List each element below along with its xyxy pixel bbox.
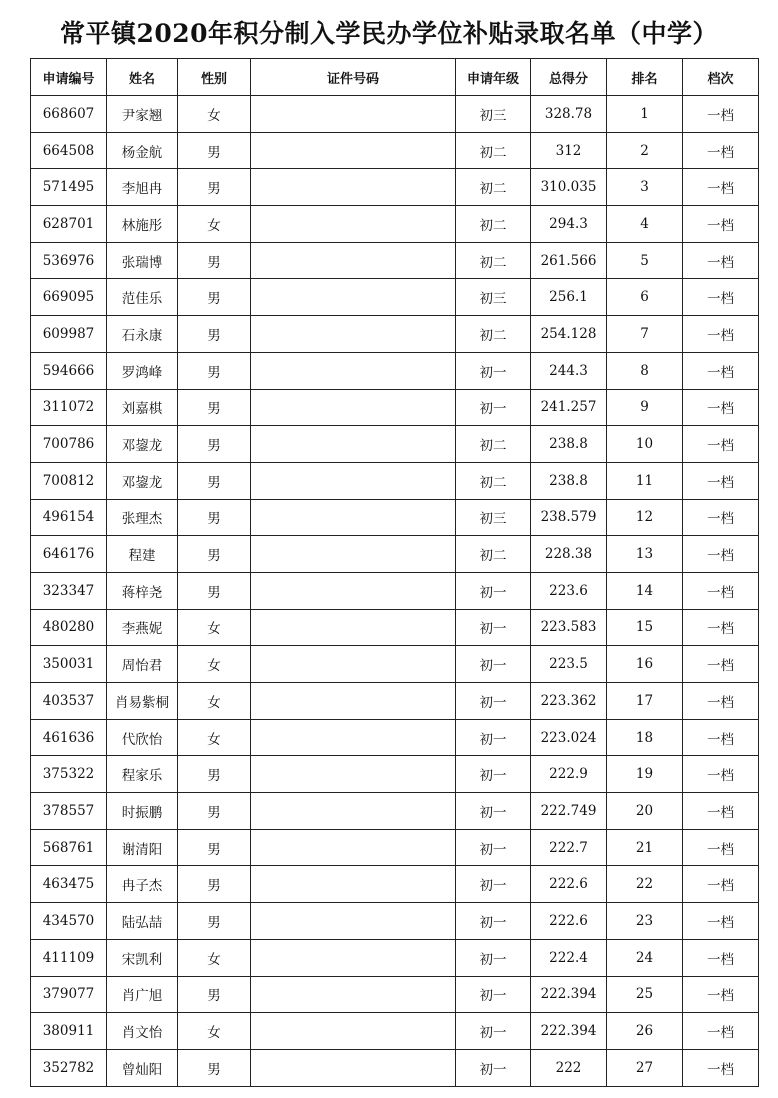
tier-cell: 一档	[683, 279, 759, 316]
total-score-cell: 223.583	[531, 609, 607, 646]
id-number-cell	[251, 572, 456, 609]
application-no-cell: 700786	[31, 426, 107, 463]
id-number-cell	[251, 609, 456, 646]
rank-cell: 27	[607, 1049, 683, 1086]
name-cell: 范佳乐	[107, 279, 178, 316]
total-score-cell: 223.362	[531, 683, 607, 720]
rank-cell: 15	[607, 609, 683, 646]
tier-cell: 一档	[683, 829, 759, 866]
id-number-cell	[251, 352, 456, 389]
table-row	[31, 169, 759, 206]
application-no-cell: 536976	[31, 242, 107, 279]
gender-cell: 女	[178, 609, 251, 646]
page-title: 常平镇2020年积分制入学民办学位补贴录取名单（中学）	[59, 19, 719, 48]
id-number-cell	[251, 206, 456, 243]
table-row	[31, 572, 759, 609]
application-no-cell: 350031	[31, 646, 107, 683]
application-no-cell: 669095	[31, 279, 107, 316]
tier-cell: 一档	[683, 976, 759, 1013]
rank-cell: 2	[607, 132, 683, 169]
total-score-cell: 222.394	[531, 1013, 607, 1050]
id-number-cell	[251, 939, 456, 976]
gender-cell: 男	[178, 316, 251, 353]
id-number-cell	[251, 96, 456, 133]
grade-cell: 初三	[456, 499, 531, 536]
rank-cell: 10	[607, 426, 683, 463]
rank-cell: 21	[607, 829, 683, 866]
total-score-cell: 228.38	[531, 536, 607, 573]
grade-cell: 初二	[456, 536, 531, 573]
grade-cell: 初一	[456, 866, 531, 903]
tier-cell: 一档	[683, 96, 759, 133]
rank-cell: 14	[607, 572, 683, 609]
id-number-cell	[251, 462, 456, 499]
total-score-cell: 222.749	[531, 793, 607, 830]
header-row	[31, 59, 759, 96]
gender-cell: 男	[178, 132, 251, 169]
grade-cell: 初一	[456, 1013, 531, 1050]
total-score-cell: 222.9	[531, 756, 607, 793]
grade-cell: 初一	[456, 939, 531, 976]
table-row	[31, 242, 759, 279]
table-row	[31, 646, 759, 683]
name-cell: 林施彤	[107, 206, 178, 243]
id-number-cell	[251, 132, 456, 169]
name-cell: 尹家翘	[107, 96, 178, 133]
header-grade: 申请年级	[456, 59, 531, 96]
table-row	[31, 132, 759, 169]
gender-cell: 男	[178, 426, 251, 463]
application-no-cell: 311072	[31, 389, 107, 426]
table-row	[31, 829, 759, 866]
grade-cell: 初二	[456, 242, 531, 279]
tier-cell: 一档	[683, 646, 759, 683]
gender-cell: 男	[178, 756, 251, 793]
gender-cell: 女	[178, 939, 251, 976]
tier-cell: 一档	[683, 793, 759, 830]
name-cell: 邓鋆龙	[107, 462, 178, 499]
name-cell: 蒋梓尧	[107, 572, 178, 609]
application-no-cell: 463475	[31, 866, 107, 903]
name-cell: 时振鹏	[107, 793, 178, 830]
total-score-cell: 310.035	[531, 169, 607, 206]
table-row	[31, 1013, 759, 1050]
tier-cell: 一档	[683, 499, 759, 536]
rank-cell: 12	[607, 499, 683, 536]
id-number-cell	[251, 169, 456, 206]
id-number-cell	[251, 499, 456, 536]
name-cell: 曾灿阳	[107, 1049, 178, 1086]
table-row	[31, 389, 759, 426]
tier-cell: 一档	[683, 206, 759, 243]
gender-cell: 男	[178, 1049, 251, 1086]
gender-cell: 男	[178, 242, 251, 279]
name-cell: 石永康	[107, 316, 178, 353]
gender-cell: 男	[178, 866, 251, 903]
header-total-score: 总得分	[531, 59, 607, 96]
id-number-cell	[251, 389, 456, 426]
application-no-cell: 594666	[31, 352, 107, 389]
grade-cell: 初一	[456, 793, 531, 830]
tier-cell: 一档	[683, 169, 759, 206]
id-number-cell	[251, 976, 456, 1013]
rank-cell: 25	[607, 976, 683, 1013]
name-cell: 刘嘉棋	[107, 389, 178, 426]
name-cell: 程建	[107, 536, 178, 573]
rank-cell: 19	[607, 756, 683, 793]
rank-cell: 9	[607, 389, 683, 426]
rank-cell: 23	[607, 903, 683, 940]
rank-cell: 8	[607, 352, 683, 389]
rank-cell: 20	[607, 793, 683, 830]
rank-cell: 4	[607, 206, 683, 243]
tier-cell: 一档	[683, 683, 759, 720]
application-no-cell: 646176	[31, 536, 107, 573]
table-row	[31, 536, 759, 573]
name-cell: 张理杰	[107, 499, 178, 536]
name-cell: 程家乐	[107, 756, 178, 793]
grade-cell: 初一	[456, 352, 531, 389]
grade-cell: 初一	[456, 609, 531, 646]
application-no-cell: 461636	[31, 719, 107, 756]
name-cell: 肖易紫桐	[107, 683, 178, 720]
application-no-cell: 403537	[31, 683, 107, 720]
header-gender: 性别	[178, 59, 251, 96]
application-no-cell: 496154	[31, 499, 107, 536]
header-application-no: 申请编号	[31, 59, 107, 96]
table-row	[31, 903, 759, 940]
grade-cell: 初一	[456, 719, 531, 756]
tier-cell: 一档	[683, 572, 759, 609]
gender-cell: 男	[178, 572, 251, 609]
total-score-cell: 222.394	[531, 976, 607, 1013]
rank-cell: 22	[607, 866, 683, 903]
application-no-cell: 609987	[31, 316, 107, 353]
tier-cell: 一档	[683, 609, 759, 646]
grade-cell: 初一	[456, 756, 531, 793]
grade-cell: 初三	[456, 279, 531, 316]
rank-cell: 11	[607, 462, 683, 499]
rank-cell: 24	[607, 939, 683, 976]
table-row	[31, 1049, 759, 1086]
header-name: 姓名	[107, 59, 178, 96]
tier-cell: 一档	[683, 426, 759, 463]
table-row	[31, 683, 759, 720]
grade-cell: 初三	[456, 96, 531, 133]
gender-cell: 女	[178, 1013, 251, 1050]
rank-cell: 13	[607, 536, 683, 573]
name-cell: 邓鋆龙	[107, 426, 178, 463]
gender-cell: 男	[178, 536, 251, 573]
total-score-cell: 222.6	[531, 903, 607, 940]
name-cell: 谢清阳	[107, 829, 178, 866]
table-row	[31, 279, 759, 316]
name-cell: 杨金航	[107, 132, 178, 169]
application-no-cell: 668607	[31, 96, 107, 133]
tier-cell: 一档	[683, 242, 759, 279]
total-score-cell: 222	[531, 1049, 607, 1086]
total-score-cell: 256.1	[531, 279, 607, 316]
rank-cell: 16	[607, 646, 683, 683]
id-number-cell	[251, 793, 456, 830]
id-number-cell	[251, 756, 456, 793]
total-score-cell: 254.128	[531, 316, 607, 353]
grade-cell: 初一	[456, 903, 531, 940]
header-id-number: 证件号码	[251, 59, 456, 96]
id-number-cell	[251, 536, 456, 573]
name-cell: 肖文怡	[107, 1013, 178, 1050]
total-score-cell: 223.024	[531, 719, 607, 756]
table-row	[31, 316, 759, 353]
total-score-cell: 241.257	[531, 389, 607, 426]
application-no-cell: 571495	[31, 169, 107, 206]
total-score-cell: 238.8	[531, 462, 607, 499]
rank-cell: 7	[607, 316, 683, 353]
table-row	[31, 96, 759, 133]
id-number-cell	[251, 316, 456, 353]
table-row	[31, 719, 759, 756]
grade-cell: 初二	[456, 316, 531, 353]
total-score-cell: 222.4	[531, 939, 607, 976]
rank-cell: 3	[607, 169, 683, 206]
id-number-cell	[251, 279, 456, 316]
application-no-cell: 352782	[31, 1049, 107, 1086]
grade-cell: 初一	[456, 572, 531, 609]
total-score-cell: 238.579	[531, 499, 607, 536]
name-cell: 宋凯利	[107, 939, 178, 976]
grade-cell: 初一	[456, 976, 531, 1013]
total-score-cell: 261.566	[531, 242, 607, 279]
header-rank: 排名	[607, 59, 683, 96]
gender-cell: 男	[178, 976, 251, 1013]
application-no-cell: 380911	[31, 1013, 107, 1050]
tier-cell: 一档	[683, 389, 759, 426]
table-row	[31, 352, 759, 389]
application-no-cell: 700812	[31, 462, 107, 499]
total-score-cell: 222.6	[531, 866, 607, 903]
grade-cell: 初二	[456, 462, 531, 499]
rank-cell: 6	[607, 279, 683, 316]
name-cell: 李旭冉	[107, 169, 178, 206]
grade-cell: 初一	[456, 683, 531, 720]
application-no-cell: 434570	[31, 903, 107, 940]
tier-cell: 一档	[683, 866, 759, 903]
gender-cell: 男	[178, 462, 251, 499]
id-number-cell	[251, 242, 456, 279]
table-row	[31, 462, 759, 499]
tier-cell: 一档	[683, 1013, 759, 1050]
total-score-cell: 238.8	[531, 426, 607, 463]
name-cell: 肖广旭	[107, 976, 178, 1013]
name-cell: 张瑞博	[107, 242, 178, 279]
tier-cell: 一档	[683, 756, 759, 793]
id-number-cell	[251, 866, 456, 903]
grade-cell: 初二	[456, 132, 531, 169]
name-cell: 冉子杰	[107, 866, 178, 903]
table-row	[31, 793, 759, 830]
gender-cell: 女	[178, 683, 251, 720]
gender-cell: 男	[178, 793, 251, 830]
grade-cell: 初一	[456, 389, 531, 426]
gender-cell: 男	[178, 829, 251, 866]
id-number-cell	[251, 829, 456, 866]
tier-cell: 一档	[683, 939, 759, 976]
grade-cell: 初二	[456, 206, 531, 243]
tier-cell: 一档	[683, 316, 759, 353]
rank-cell: 5	[607, 242, 683, 279]
grade-cell: 初二	[456, 426, 531, 463]
gender-cell: 男	[178, 903, 251, 940]
application-no-cell: 375322	[31, 756, 107, 793]
table-row	[31, 499, 759, 536]
table-row	[31, 206, 759, 243]
id-number-cell	[251, 646, 456, 683]
gender-cell: 男	[178, 352, 251, 389]
tier-cell: 一档	[683, 1049, 759, 1086]
id-number-cell	[251, 903, 456, 940]
total-score-cell: 223.5	[531, 646, 607, 683]
total-score-cell: 222.7	[531, 829, 607, 866]
tier-cell: 一档	[683, 132, 759, 169]
application-no-cell: 323347	[31, 572, 107, 609]
application-no-cell: 664508	[31, 132, 107, 169]
total-score-cell: 223.6	[531, 572, 607, 609]
table-row	[31, 866, 759, 903]
application-no-cell: 379077	[31, 976, 107, 1013]
table-row	[31, 976, 759, 1013]
id-number-cell	[251, 1049, 456, 1086]
tier-cell: 一档	[683, 352, 759, 389]
application-no-cell: 480280	[31, 609, 107, 646]
gender-cell: 男	[178, 169, 251, 206]
table-row	[31, 426, 759, 463]
grade-cell: 初一	[456, 646, 531, 683]
gender-cell: 女	[178, 96, 251, 133]
grade-cell: 初一	[456, 1049, 531, 1086]
total-score-cell: 244.3	[531, 352, 607, 389]
tier-cell: 一档	[683, 462, 759, 499]
rank-cell: 18	[607, 719, 683, 756]
name-cell: 代欣怡	[107, 719, 178, 756]
id-number-cell	[251, 426, 456, 463]
header-tier: 档次	[683, 59, 759, 96]
rank-cell: 17	[607, 683, 683, 720]
name-cell: 李燕妮	[107, 609, 178, 646]
tier-cell: 一档	[683, 903, 759, 940]
id-number-cell	[251, 1013, 456, 1050]
gender-cell: 男	[178, 279, 251, 316]
table-row	[31, 756, 759, 793]
application-no-cell: 568761	[31, 829, 107, 866]
name-cell: 周怡君	[107, 646, 178, 683]
gender-cell: 男	[178, 389, 251, 426]
table-row	[31, 609, 759, 646]
gender-cell: 女	[178, 719, 251, 756]
tier-cell: 一档	[683, 719, 759, 756]
id-number-cell	[251, 683, 456, 720]
gender-cell: 女	[178, 646, 251, 683]
rank-cell: 26	[607, 1013, 683, 1050]
grade-cell: 初二	[456, 169, 531, 206]
total-score-cell: 312	[531, 132, 607, 169]
name-cell: 罗鸿峰	[107, 352, 178, 389]
grade-cell: 初一	[456, 829, 531, 866]
total-score-cell: 294.3	[531, 206, 607, 243]
table-row	[31, 939, 759, 976]
application-no-cell: 378557	[31, 793, 107, 830]
tier-cell: 一档	[683, 536, 759, 573]
application-no-cell: 628701	[31, 206, 107, 243]
rank-cell: 1	[607, 96, 683, 133]
name-cell: 陆弘喆	[107, 903, 178, 940]
admission-list-table	[30, 58, 759, 1087]
application-no-cell: 411109	[31, 939, 107, 976]
gender-cell: 男	[178, 499, 251, 536]
id-number-cell	[251, 719, 456, 756]
gender-cell: 女	[178, 206, 251, 243]
total-score-cell: 328.78	[531, 96, 607, 133]
